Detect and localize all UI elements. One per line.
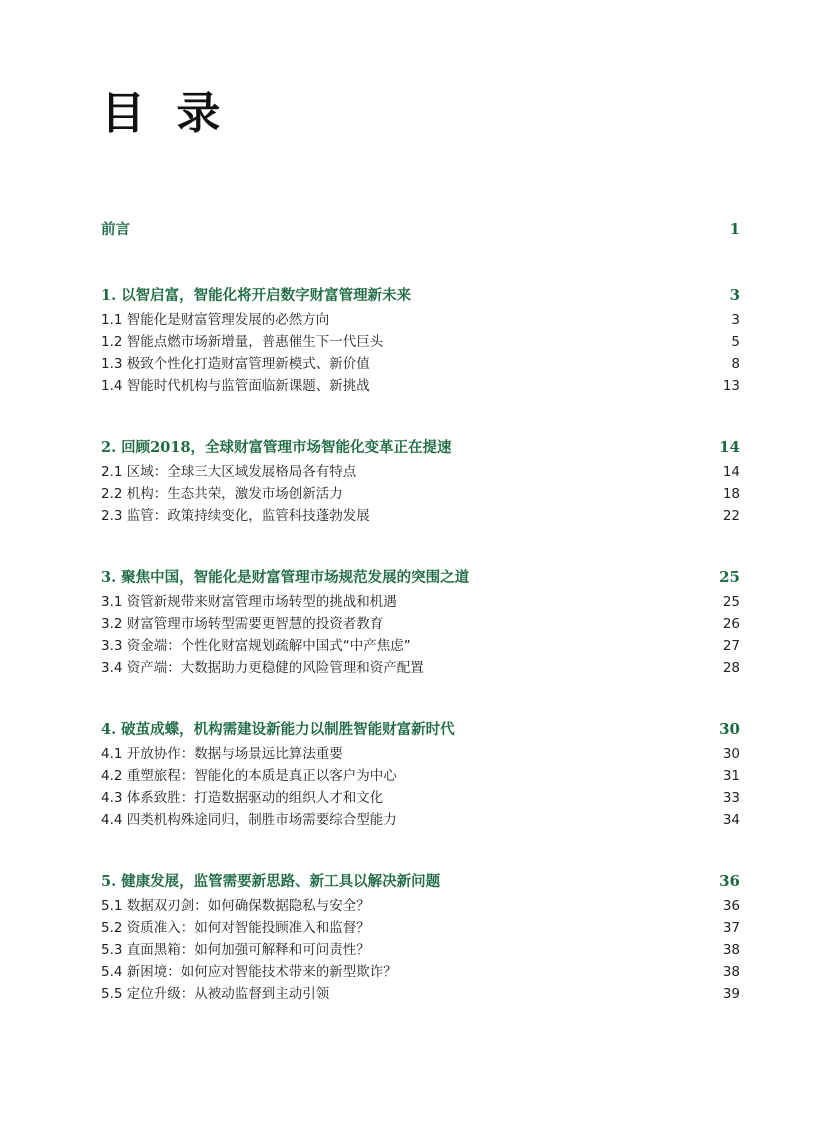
toc-section-label: 2. 回顾2018，全球财富管理市场智能化变革正在提速 bbox=[101, 439, 452, 456]
toc-entry[interactable] bbox=[101, 505, 740, 527]
toc-entry-label: 4.3 体系致胜：打造数据驱动的组织人才和文化 bbox=[101, 790, 384, 806]
toc-entry-label: 4.2 重塑旅程：智能化的本质是真正以客户为中心 bbox=[101, 768, 397, 784]
page-title: 目 录 bbox=[101, 88, 229, 139]
toc-section-label: 5. 健康发展，监管需要新思路、新工具以解决新问题 bbox=[101, 873, 441, 890]
toc-entry-label: 1.3 极致个性化打造财富管理新模式、新价值 bbox=[101, 356, 370, 372]
toc-entry[interactable] bbox=[101, 743, 740, 765]
toc-section-label: 1. 以智启富，智能化将开启数字财富管理新未来 bbox=[101, 287, 412, 304]
toc-entry[interactable] bbox=[101, 961, 740, 983]
toc-entry-label: 5.4 新困境：如何应对智能技术带来的新型欺诈？ bbox=[101, 964, 397, 980]
toc-entry-page: 8 bbox=[731, 356, 740, 372]
toc-entry[interactable] bbox=[101, 353, 740, 375]
toc-entry-label: 5.1 数据双刃剑：如何确保数据隐私与安全？ bbox=[101, 898, 370, 914]
toc-entry-page: 1 bbox=[729, 220, 740, 238]
toc-entry-page: 14 bbox=[722, 464, 740, 480]
toc-section-label: 4. 破茧成蝶，机构需建设新能力以制胜智能财富新时代 bbox=[101, 721, 455, 738]
toc-entry-label: 3.3 资金端：个性化财富规划疏解中国式“中产焦虑” bbox=[101, 638, 411, 654]
toc-section-heading[interactable] bbox=[101, 563, 740, 591]
toc-entry[interactable] bbox=[101, 809, 740, 831]
toc-entry-page: 22 bbox=[722, 508, 740, 524]
toc-entry-label: 3.4 资产端：大数据助力更稳健的风险管理和资产配置 bbox=[101, 660, 424, 676]
toc-entry-page: 39 bbox=[722, 986, 740, 1002]
toc-entry[interactable] bbox=[101, 635, 740, 657]
toc-entry[interactable] bbox=[101, 591, 740, 613]
toc-entry[interactable] bbox=[101, 939, 740, 961]
toc-entry-label: 3.1 资管新规带来财富管理市场转型的挑战和机遇 bbox=[101, 594, 397, 610]
toc-entry-label: 2.2 机构：生态共荣，激发市场创新活力 bbox=[101, 486, 343, 502]
toc-entry-page: 34 bbox=[722, 812, 740, 828]
toc-entry-page: 30 bbox=[722, 746, 740, 762]
toc-entry-page: 26 bbox=[722, 616, 740, 632]
toc-entry[interactable] bbox=[101, 483, 740, 505]
toc-entry[interactable] bbox=[101, 917, 740, 939]
toc-entry-label: 4.1 开放协作：数据与场景远比算法重要 bbox=[101, 746, 343, 762]
toc-section-page: 25 bbox=[719, 568, 740, 586]
toc-entry-page: 31 bbox=[722, 768, 740, 784]
toc-entry[interactable] bbox=[101, 895, 740, 917]
toc-entry-page: 38 bbox=[722, 964, 740, 980]
toc-section-page: 30 bbox=[719, 720, 740, 738]
toc-entry-page: 13 bbox=[722, 378, 740, 394]
toc-entry-label: 前言 bbox=[101, 221, 130, 238]
toc-entry-label: 5.5 定位升级：从被动监督到主动引领 bbox=[101, 986, 330, 1002]
toc-entry[interactable] bbox=[101, 309, 740, 331]
toc-entry-page: 3 bbox=[731, 312, 740, 328]
table-of-contents bbox=[101, 215, 740, 1005]
toc-entry[interactable] bbox=[101, 461, 740, 483]
toc-entry-page: 27 bbox=[722, 638, 740, 654]
toc-entry-label: 1.1 智能化是财富管理发展的必然方向 bbox=[101, 312, 330, 328]
toc-entry-page: 37 bbox=[722, 920, 740, 936]
toc-entry[interactable] bbox=[101, 657, 740, 679]
toc-entry-label: 3.2 财富管理市场转型需要更智慧的投资者教育 bbox=[101, 616, 384, 632]
toc-entry-page: 36 bbox=[722, 898, 740, 914]
toc-entry-label: 2.1 区域：全球三大区域发展格局各有特点 bbox=[101, 464, 357, 480]
toc-section-heading[interactable] bbox=[101, 867, 740, 895]
toc-entry[interactable] bbox=[101, 983, 740, 1005]
toc-entry-label: 2.3 监管：政策持续变化，监管科技蓬勃发展 bbox=[101, 508, 370, 524]
toc-entry-page: 18 bbox=[722, 486, 740, 502]
toc-entry[interactable] bbox=[101, 331, 740, 353]
toc-section-page: 14 bbox=[719, 438, 740, 456]
toc-entry-page: 28 bbox=[722, 660, 740, 676]
toc-entry-label: 5.2 资质准入：如何对智能投顾准入和监督？ bbox=[101, 920, 370, 936]
toc-entry-page: 5 bbox=[731, 334, 740, 350]
toc-entry[interactable] bbox=[101, 765, 740, 787]
toc-section-page: 3 bbox=[729, 286, 740, 304]
toc-section-heading[interactable] bbox=[101, 715, 740, 743]
toc-entry-label: 1.2 智能点燃市场新增量，普惠催生下一代巨头 bbox=[101, 334, 384, 350]
toc-entry[interactable] bbox=[101, 375, 740, 397]
toc-section-heading[interactable] bbox=[101, 433, 740, 461]
toc-entry-page: 38 bbox=[722, 942, 740, 958]
toc-entry-page: 25 bbox=[722, 594, 740, 610]
toc-entry-preface[interactable] bbox=[101, 215, 740, 243]
toc-entry-label: 5.3 直面黑箱：如何加强可解释和可问责性？ bbox=[101, 942, 370, 958]
toc-entry-label: 1.4 智能时代机构与监管面临新课题、新挑战 bbox=[101, 378, 370, 394]
toc-entry-page: 33 bbox=[722, 790, 740, 806]
toc-entry[interactable] bbox=[101, 613, 740, 635]
toc-section-heading[interactable] bbox=[101, 281, 740, 309]
toc-section-label: 3. 聚焦中国，智能化是财富管理市场规范发展的突围之道 bbox=[101, 569, 470, 586]
toc-section-page: 36 bbox=[719, 872, 740, 890]
toc-entry[interactable] bbox=[101, 787, 740, 809]
toc-entry-label: 4.4 四类机构殊途同归，制胜市场需要综合型能力 bbox=[101, 812, 397, 828]
